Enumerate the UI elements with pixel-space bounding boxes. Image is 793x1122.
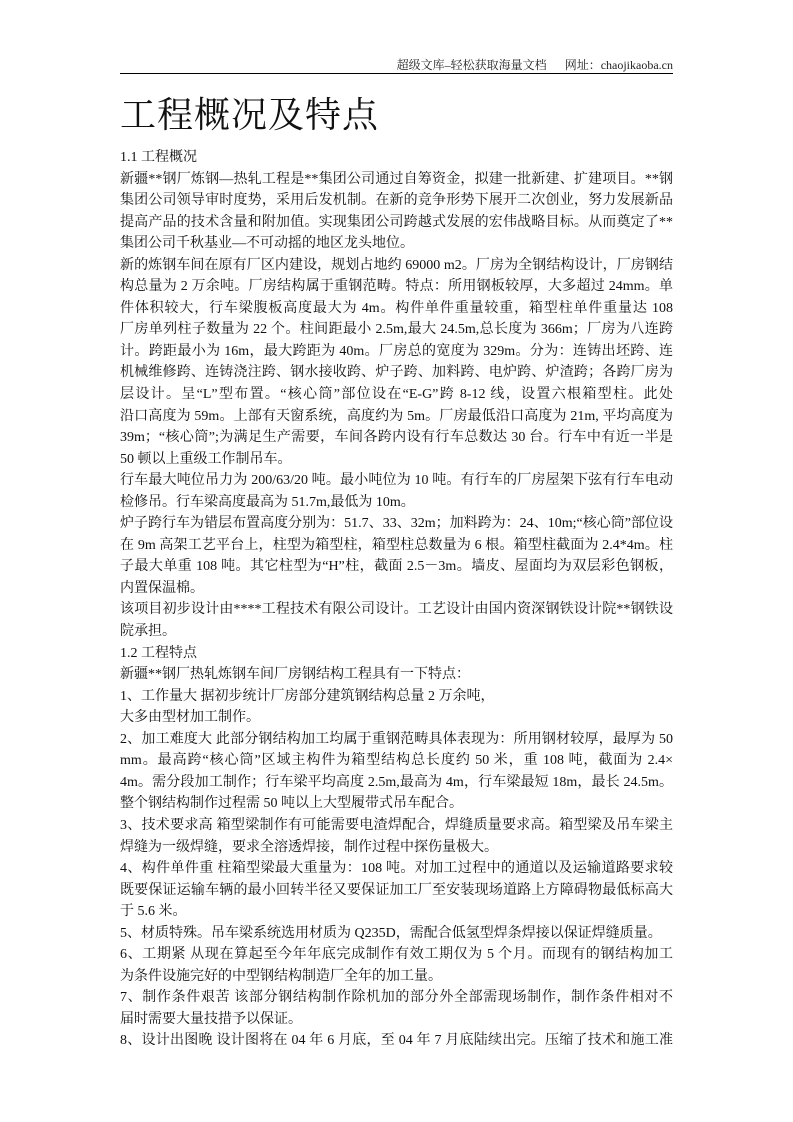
text-line: 新疆**钢厂炼钢—热轧工程是**集团公司通过自筹资金，拟建一批新建、扩建项目。**钢 (120, 171, 673, 187)
paragraph (120, 599, 673, 642)
text-line: 该项目初步设计由****工程技术有限公司设计。工艺设计由国内资深钢铁设计院**钢铁设 (120, 602, 673, 618)
text-line: 新的炼钢车间在原有厂区内建设，规划占地约 69000 m2。厂房为全钢结构设计，厂房钢结 (120, 257, 673, 273)
text-line: 炉子跨行车为错层布置高度分别为：51.7、33、32m；加料跨为：24、10m;“核心筒”部位设 (120, 516, 673, 532)
text-line: 8、设计出图晚 设计图将在 04 年 6 月底，至 04 年 7 月底陆续出完。压缩了技术和施工准 (120, 1033, 673, 1049)
text-line: 1.2 工程特点 (120, 645, 197, 661)
text-line: 院承担。 (120, 624, 176, 640)
text-line: 4m。需分段加工制作；行车梁平均高度 2.5m,最高为 4m，行车梁最短 18m，最长 24.5m。 (120, 774, 673, 790)
text-line: 集团公司千秋基业—不可动摇的地区龙头地位。 (120, 236, 414, 252)
paragraph (120, 987, 673, 1030)
text-line: 在 9m 高架工艺平台上，柱型为箱型柱，箱型柱总数量为 6 根。箱型柱截面为 2.4*4m。柱 (120, 537, 673, 553)
text-line: 3、技术要求高 箱型梁制作有可能需要电渣焊配合，焊缝质量要求高。箱型梁及吊车梁主 (120, 817, 673, 833)
paragraph (120, 858, 673, 923)
text-line: 新疆**钢厂热轧炼钢车间厂房钢结构工程具有一下特点： (120, 667, 470, 683)
text-line: 层设计。呈“L”型布置。“核心筒”部位设在“E-G”跨 8-12 线，设置六根箱型柱。此处 (120, 387, 673, 403)
paragraph (120, 686, 673, 708)
text-line: 届时需要大量技措予以保证。 (120, 1011, 302, 1027)
text-line: 焊缝为一级焊缝，要求全溶透焊接，制作过程中探伤量极大。 (120, 839, 498, 855)
text-line: 50 顿以上重级工作制吊车。 (120, 451, 292, 467)
paragraph (120, 707, 673, 729)
text-line: 子最大单重 108 吨。其它柱型为“H”柱，截面 2.5－3m。墙皮、屋面均为双层彩色钢板， (120, 559, 673, 575)
text-line: 7、制作条件艰苦 该部分钢结构制作除机加的部分外全部需现场制作，制作条件相对不 (120, 990, 673, 1006)
header-site-name: 超级文库–轻松获取海量文档 (396, 58, 547, 72)
paragraph (120, 169, 673, 255)
page-header (120, 56, 673, 73)
text-line: 39m；“核心筒”;为满足生产需要，车间各跨内设有行车总数达 30 台。行车中有近一半是 (120, 430, 673, 446)
paragraph (120, 147, 673, 169)
paragraph (120, 255, 673, 470)
paragraph (120, 470, 673, 513)
text-line: 构总量为 2 万余吨。厂房结构属于重钢范畴。特点：所用钢板较厚，大多超过 24mm。单 (120, 279, 673, 295)
text-line: 2、加工难度大 此部分钢结构加工均属于重钢范畴具体表现为：所用钢材较厚，最厚为 50 (120, 731, 673, 747)
paragraph (120, 643, 673, 665)
paragraph (120, 944, 673, 987)
header-rule (120, 73, 673, 74)
text-line: 提高产品的技术含量和附加值。实现集团公司跨越式发展的宏伟战略目标。从而奠定了** (120, 214, 673, 230)
document-title: 工程概况及特点 (120, 95, 380, 135)
paragraph (120, 664, 673, 686)
text-line: 内置保温棉。 (120, 580, 204, 596)
text-line: 检修吊。行车梁高度最高为 51.7m,最低为 10m。 (120, 494, 415, 510)
text-line: 1.1 工程概况 (120, 150, 197, 165)
text-line: mm。最高跨“核心筒”区域主构件为箱型结构总长度约 50 米，重 108 吨，截面为 2.4× (120, 753, 673, 769)
paragraph (120, 729, 673, 815)
text-line: 6、工期紧 从现在算起至今年年底完成制作有效工期仅为 5 个月。而现有的钢结构加工 (120, 947, 673, 963)
text-line: 1、工作量大 据初步统计厂房部分建筑钢结构总量 2 万余吨， (120, 688, 495, 704)
paragraph (120, 923, 673, 945)
text-line: 机械维修跨、连铸浇注跨、钢水接收跨、炉子跨、加料跨、电炉跨、炉渣跨；各跨厂房为 (120, 365, 673, 381)
text-line: 件体积较大，行车梁腹板高度最大为 4m。构件单件重量较重，箱型柱单件重量达 108 (120, 300, 673, 316)
text-line: 5、材质特殊。吊车梁系统选用材质为 Q235D，需配合低氢型焊条焊接以保证焊缝质量。 (120, 925, 662, 941)
header-url: 网址：chaojikaoba.cn (564, 58, 673, 72)
text-line: 整个钢结构制作过程需 50 吨以上大型履带式吊车配合。 (120, 796, 463, 812)
paragraph (120, 815, 673, 858)
text-line: 厂房单列柱子数量为 22 个。柱间距最小 2.5m,最大 24.5m,总长度为 366m；厂房为八连跨 (120, 322, 673, 338)
text-line: 行车最大吨位吊力为 200/63/20 吨。最小吨位为 10 吨。有行车的厂房屋架下弦有行车电动 (120, 473, 673, 489)
paragraph (120, 1030, 673, 1052)
text-line: 4、构件单件重 柱箱型梁最大重量为：108 吨。对加工过程中的通道以及运输道路要求较 (120, 861, 673, 877)
text-line: 为条件设施完好的中型钢结构制造厂全年的加工量。 (120, 968, 442, 984)
text-line: 沿口高度为 59m。上部有天窗系统，高度约为 5m。厂房最低沿口高度为 21m, 平均高度为 (120, 408, 673, 424)
text-line: 于 5.6 米。 (120, 904, 187, 920)
paragraph (120, 513, 673, 599)
document-body (120, 147, 673, 1052)
text-line: 既要保证运输车辆的最小回转半径又要保证加工厂至安装现场道路上方障碍物最低标高大 (120, 882, 673, 898)
text-line: 大多由型材加工制作。 (120, 710, 260, 726)
text-line: 集团公司领导审时度势，采用后发机制。在新的竞争形势下展开二次创业，努力发展新品 (120, 193, 673, 209)
text-line: 计。跨距最小为 16m，最大跨距为 40m。厂房总的宽度为 329m。分为：连铸出坯跨、连 (120, 343, 673, 359)
